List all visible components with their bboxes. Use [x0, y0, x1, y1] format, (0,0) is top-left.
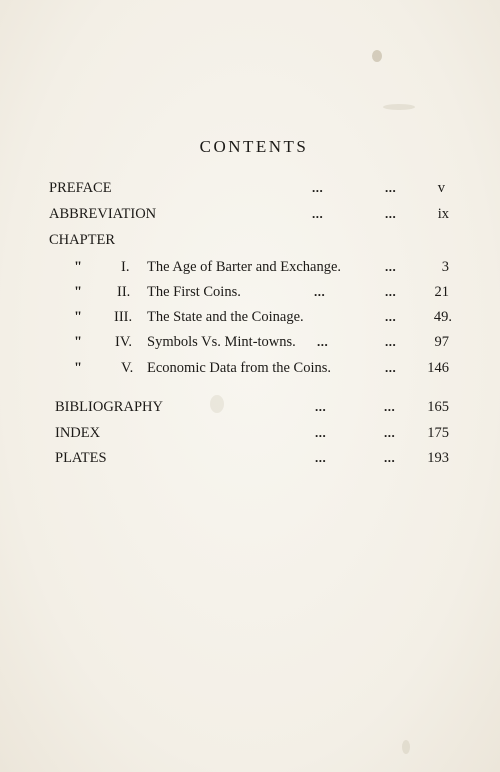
leader-dots: ... — [315, 399, 327, 414]
chapter-title: Economic Data from the Coins. — [147, 360, 332, 376]
toc-entry-abbreviation — [0, 206, 500, 228]
entry-label: PREFACE — [49, 180, 112, 196]
page-number: 193 — [427, 450, 449, 466]
chapter-title: The State and the Coinage. — [147, 309, 304, 325]
page-number: 165 — [427, 399, 449, 415]
toc-entry-chapter-1 — [0, 259, 500, 281]
leader-dots: ... — [312, 206, 324, 221]
page-number: 146 — [427, 360, 449, 376]
leader-dots: ... — [385, 206, 397, 221]
ditto-mark: " — [74, 259, 83, 275]
page-number: 175 — [427, 425, 449, 441]
leader-dots: ... — [385, 309, 397, 324]
toc-entry-index — [0, 425, 500, 447]
leader-dots: ... — [384, 450, 396, 465]
leader-dots: ... — [385, 334, 397, 349]
page-number: v — [437, 180, 445, 196]
chapter-title: The First Coins. — [147, 284, 241, 300]
entry-label: ABBREVIATION — [49, 206, 157, 222]
ditto-mark: " — [74, 360, 83, 376]
toc-entry-chapter-2 — [0, 284, 500, 306]
chapter-numeral: II. — [117, 284, 131, 300]
leader-dots: ... — [385, 360, 397, 375]
chapter-heading-label: CHAPTER — [49, 232, 116, 248]
chapter-numeral: V. — [121, 360, 134, 376]
leader-dots: ... — [385, 284, 397, 299]
leader-dots: ... — [317, 334, 329, 349]
chapter-numeral: III. — [114, 309, 133, 325]
paper-stain — [402, 740, 410, 754]
chapter-numeral: I. — [121, 259, 130, 275]
paper-stain — [383, 104, 415, 110]
chapter-heading — [0, 232, 500, 254]
toc-entry-chapter-3 — [0, 309, 500, 331]
toc-entry-chapter-4 — [0, 334, 500, 356]
chapter-numeral: IV. — [115, 334, 133, 350]
toc-entry-bibliography — [0, 399, 500, 421]
leader-dots: ... — [385, 259, 397, 274]
entry-label: PLATES — [55, 450, 107, 466]
page-number: 21 — [434, 284, 449, 300]
toc-entry-preface — [0, 180, 500, 202]
page-number: 3 — [441, 259, 449, 275]
chapter-title: Symbols Vs. Mint-towns. — [147, 334, 296, 350]
leader-dots: ... — [384, 399, 396, 414]
ditto-mark: " — [74, 334, 83, 350]
entry-label: BIBLIOGRAPHY — [55, 399, 163, 415]
leader-dots: ... — [312, 180, 324, 195]
entry-label: INDEX — [55, 425, 101, 441]
contents-title: CONTENTS — [199, 137, 309, 156]
paper-stain — [372, 50, 382, 62]
toc-entry-chapter-5 — [0, 360, 500, 382]
page-number: ix — [437, 206, 449, 222]
leader-dots: ... — [314, 284, 326, 299]
ditto-mark: " — [74, 284, 83, 300]
page-number: 49. — [433, 309, 452, 325]
toc-entry-plates — [0, 450, 500, 472]
page-number: 97 — [434, 334, 449, 350]
leader-dots: ... — [315, 425, 327, 440]
ditto-mark: " — [74, 309, 83, 325]
leader-dots: ... — [385, 180, 397, 195]
leader-dots: ... — [315, 450, 327, 465]
leader-dots: ... — [384, 425, 396, 440]
chapter-title: The Age of Barter and Exchange. — [147, 259, 342, 275]
